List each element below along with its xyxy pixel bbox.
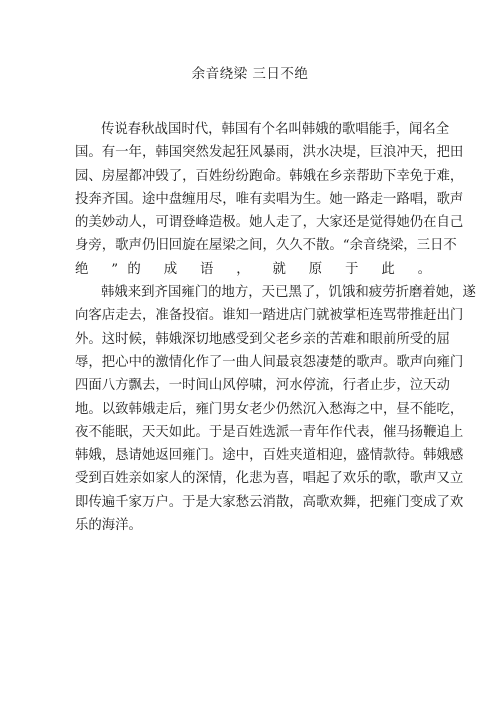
paragraph-1-line-3: 园、房屋都冲毁了，百姓纷纷跑命。韩娥在乡亲帮助下幸免于难，	[75, 168, 464, 184]
paragraph-2-line-4: 辱，把心中的激情化作了一曲人间最哀怨凄楚的歌声。歌声向雍门	[75, 354, 464, 370]
paragraph-1-line-2: 国。有一年，韩国突然发起狂风暴雨，洪水决堤，巨浪冲天，把田	[75, 145, 464, 161]
paragraph-2-line-11: 乐的海洋。	[75, 518, 142, 534]
paragraph-1-line-7: 绝 ”的 成 语 ， 就 原 于 此 。	[75, 261, 431, 277]
paragraph-1-line-1: 传说春秋战国时代，韩国有个名叫韩娥的歌唱能手，闻名全	[101, 122, 450, 137]
document-title: 余音绕梁 三日不绝	[191, 66, 309, 82]
paragraph-2-line-9: 受到百姓亲如家人的深情，化悲为喜，唱起了欢乐的歌，歌声又立	[75, 471, 464, 487]
paragraph-2-line-7: 夜不能眠，天天如此。于是百姓选派一青年作代表，催马扬鞭追上	[75, 424, 464, 440]
paragraph-2-line-1: 韩娥来到齐国雍门的地方，天已黑了，饥饿和疲劳折磨着她，遂	[101, 285, 476, 301]
paragraph-1-line-6: 身旁，歌声仍旧回旋在屋梁之间，久久不散。“余音绕梁，三日不	[75, 238, 457, 254]
paragraph-2-line-5: 四面八方飘去，一时间山风停啸，河水停流，行者止步，泣天动	[75, 378, 450, 394]
paragraph-1-line-5: 的美妙动人，可谓登峰造极。她人走了，大家还是觉得她仍在自己	[75, 215, 464, 231]
paragraph-2-line-8: 韩娥，恳请她返回雍门。途中，百姓夹道相迎，盛情款待。韩娥感	[75, 448, 464, 464]
document-body	[75, 118, 476, 537]
paragraph-1-line-4: 投奔齐国。途中盘缠用尽，唯有卖唱为生。她一路走一路唱，歌声	[75, 191, 464, 207]
paragraph-2-line-6: 地。以致韩娥走后，雍门男女老少仍然沉入愁海之中，昼不能吃，	[75, 401, 464, 417]
paragraph-2-line-10: 即传遍千家万户。于是大家愁云消散，高歌欢舞，把雍门变成了欢	[75, 494, 464, 510]
paragraph-2-line-3: 外。这时候，韩娥深切地感受到父老乡亲的苦难和眼前所受的屈	[75, 331, 450, 347]
paragraph-2-line-2: 向客店走去，准备投宿。谁知一踏进店门就被掌柜连骂带推赶出门	[75, 308, 464, 324]
